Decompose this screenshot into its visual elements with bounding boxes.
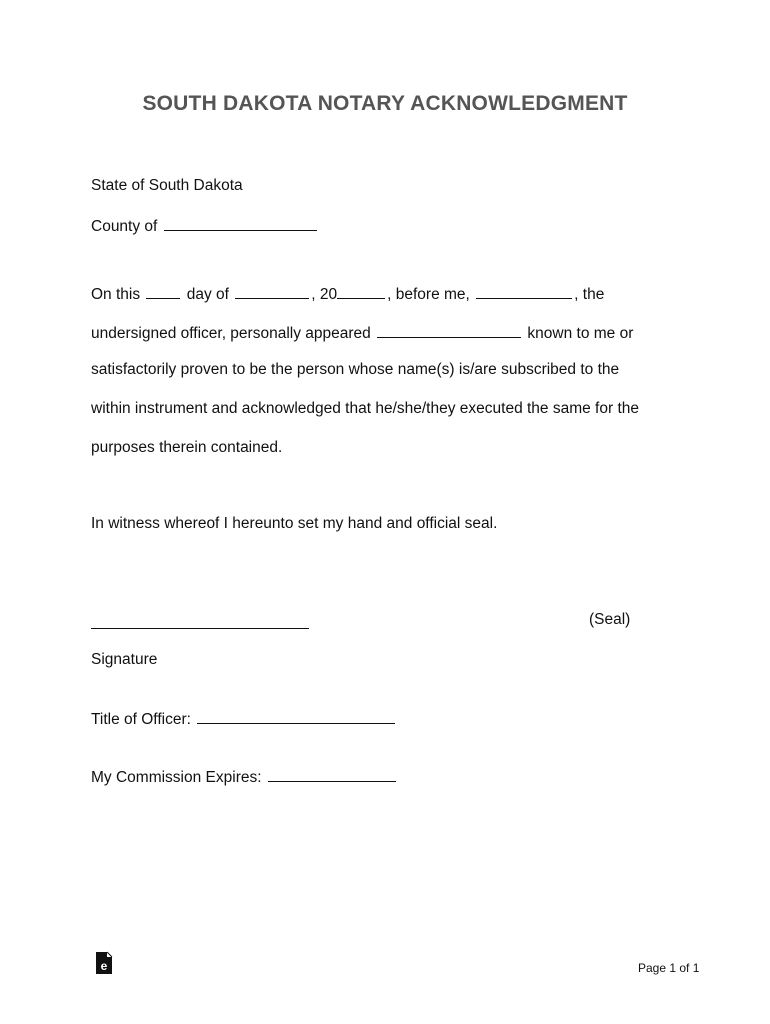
county-label: County of <box>91 218 158 235</box>
paragraph-line-4: within instrument and acknowledged that he/she/they executed the same for the <box>91 400 640 417</box>
day-blank[interactable] <box>146 283 180 299</box>
state-line: State of South Dakota <box>91 177 243 194</box>
title-of-officer-blank[interactable] <box>197 708 395 724</box>
paragraph-line-1 <box>91 283 604 305</box>
para-the: , the <box>574 286 605 303</box>
eforms-logo-icon <box>95 951 113 975</box>
commission-line <box>91 766 398 788</box>
page-number: Page 1 of 1 <box>638 961 700 975</box>
para-year-prefix: , 20 <box>311 286 338 303</box>
commission-label: My Commission Expires: <box>91 769 262 786</box>
county-line <box>91 215 319 237</box>
svg-text:e: e <box>100 959 108 973</box>
title-of-officer-label: Title of Officer: <box>91 711 191 728</box>
county-blank[interactable] <box>164 215 317 231</box>
year-blank[interactable] <box>337 283 385 299</box>
notary-name-blank[interactable] <box>476 283 572 299</box>
commission-blank[interactable] <box>268 766 396 782</box>
document-title: SOUTH DAKOTA NOTARY ACKNOWLEDGMENT <box>142 92 628 115</box>
paragraph-line-2 <box>91 322 633 344</box>
signature-blank[interactable] <box>91 628 309 629</box>
witness-line: In witness whereof I hereunto set my hand and official seal. <box>91 515 498 532</box>
para-before-me: , before me, <box>387 286 470 303</box>
seal-label: (Seal) <box>589 611 631 628</box>
month-blank[interactable] <box>235 283 309 299</box>
appeared-name-blank[interactable] <box>377 322 521 338</box>
para-known: known to me or <box>527 325 634 342</box>
paragraph-line-5: purposes therein contained. <box>91 439 283 456</box>
title-of-officer-line <box>91 708 397 730</box>
para-undersigned: undersigned officer, personally appeared <box>91 325 371 342</box>
paragraph-line-3: satisfactorily proven to be the person whose name(s) is/are subscribed to the <box>91 361 620 378</box>
para-on-this: On this <box>91 286 141 303</box>
signature-label: Signature <box>91 651 158 668</box>
para-day-of: day of <box>186 286 229 303</box>
